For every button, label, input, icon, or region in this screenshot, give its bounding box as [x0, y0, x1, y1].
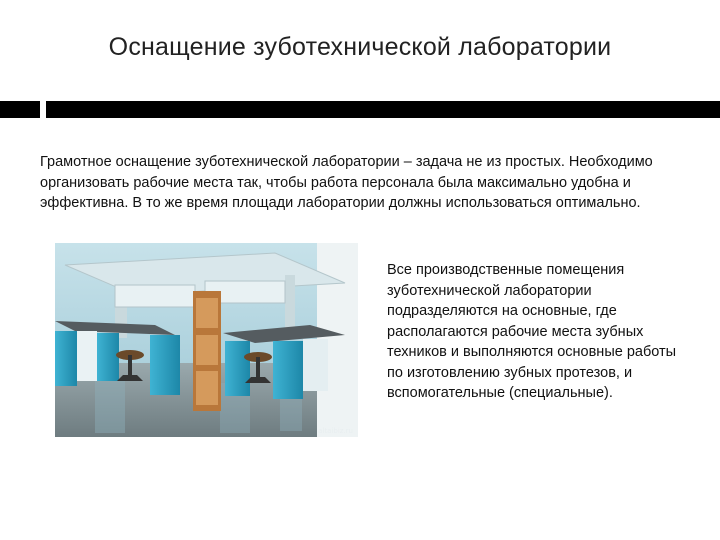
- lab-photo: [55, 243, 358, 437]
- header-divider-left: [0, 101, 40, 118]
- slide-title: Оснащение зуботехнической лаборатории: [108, 33, 612, 61]
- photo-watermark: altaibiz.ru: [318, 427, 353, 435]
- header-divider-right: [46, 101, 720, 118]
- intro-paragraph: Грамотное оснащение зуботехнической лаборатории – задача не из простых. Необходимо организовать рабочие места так, чтобы работа персонала была максимально удобна и эффективна. В то же время площади лаборатории должны использоваться оптимально.: [40, 154, 653, 211]
- side-paragraph: Все производственные помещения зуботехнической лаборатории подразделяются на основные, где располагаются рабочие места зубных техников и выполняются основные работы по изготовлению зубных протезов, и вспомогательные (специальные).: [387, 262, 677, 401]
